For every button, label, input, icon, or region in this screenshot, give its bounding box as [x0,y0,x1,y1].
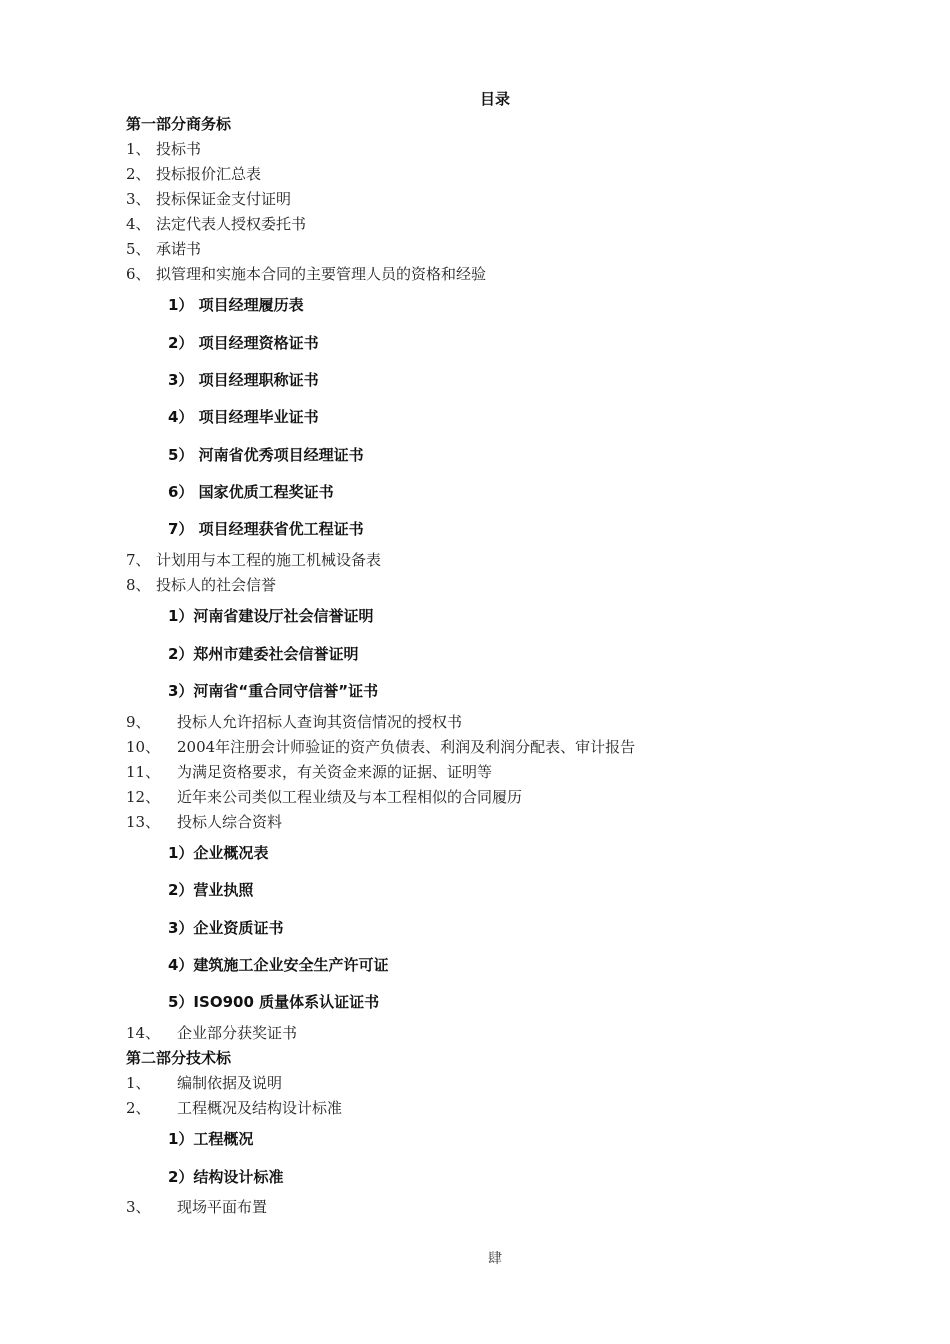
list-item: 10、 2004年注册会计师验证的资产负债表、利润及利润分配表、审计报告 [126,738,636,756]
sub-item: 1）企业概况表 [168,844,269,862]
list-item: 9、 投标人允许招标人查询其资信情况的授权书 [126,713,463,731]
toc-title: 目录 [479,90,510,108]
sub-item: 1）河南省建设厅社会信誉证明 [168,607,374,625]
sub-item: 2） 项目经理资格证书 [168,334,319,352]
list-item: 7、 计划用与本工程的施工机械设备表 [126,551,382,569]
list-item: 14、 企业部分获奖证书 [126,1024,298,1042]
list-item: 5、 承诺书 [126,240,202,258]
sub-item: 6） 国家优质工程奖证书 [168,483,334,501]
list-item: 4、 法定代表人授权委托书 [126,215,307,233]
sub-item: 1） 项目经理履历表 [168,296,304,314]
list-item: 2、 工程概况及结构设计标准 [126,1099,343,1117]
part1-heading: 第一部分商务标 [126,115,232,133]
list-item: 13、 投标人综合资料 [126,813,283,831]
sub-item: 3） 项目经理职称证书 [168,371,319,389]
list-item: 8、 投标人的社会信誉 [126,576,277,594]
sub-item: 4） 项目经理毕业证书 [168,408,319,426]
sub-item: 5）ISO900 质量体系认证证书 [168,993,380,1011]
list-item: 11、 为满足资格要求，有关资金来源的证据、证明等 [126,763,493,781]
list-item: 2、 投标报价汇总表 [126,165,262,183]
sub-item: 2）营业执照 [168,881,254,899]
list-item: 3、 现场平面布置 [126,1198,268,1216]
page-number: 肆 [488,1251,502,1267]
sub-item: 1）工程概况 [168,1130,254,1148]
sub-item: 3）企业资质证书 [168,919,284,937]
sub-item: 7） 项目经理获省优工程证书 [168,520,364,538]
sub-item: 2）郑州市建委社会信誉证明 [168,645,359,663]
list-item: 1、 编制依据及说明 [126,1074,283,1092]
sub-item: 2）结构设计标准 [168,1168,284,1186]
list-item: 3、 投标保证金支付证明 [126,190,292,208]
list-item: 12、 近年来公司类似工程业绩及与本工程相似的合同履历 [126,788,523,806]
list-item: 6、 拟管理和实施本合同的主要管理人员的资格和经验 [126,265,487,283]
sub-item: 5） 河南省优秀项目经理证书 [168,446,364,464]
sub-item: 3）河南省“重合同守信誉”证书 [168,682,379,700]
sub-item: 4）建筑施工企业安全生产许可证 [168,956,389,974]
list-item: 1、 投标书 [126,140,202,158]
part2-heading: 第二部分技术标 [126,1049,232,1067]
